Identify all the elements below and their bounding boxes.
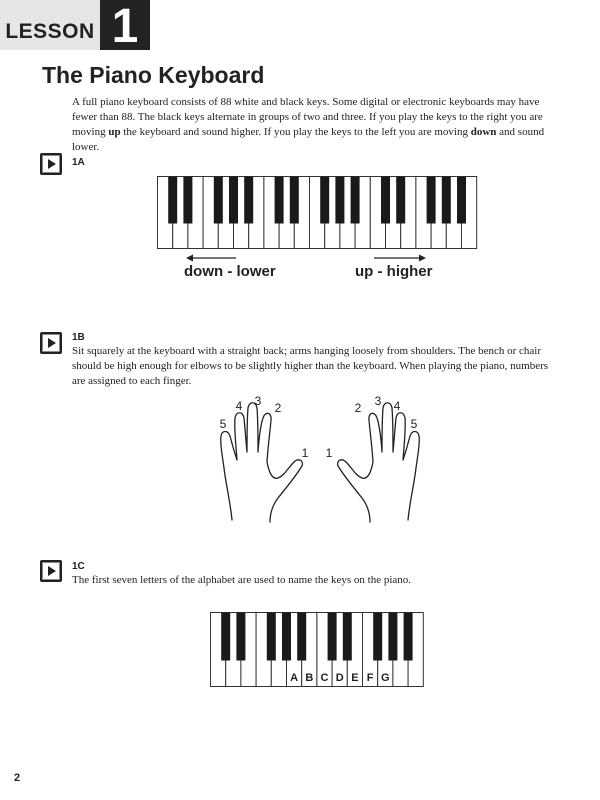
intro-text-3: and sound lower. (72, 126, 545, 153)
black-key (236, 613, 245, 661)
lesson-tab (0, 0, 150, 53)
black-key (373, 613, 382, 661)
black-key (320, 177, 329, 224)
arrow-right-icon (374, 253, 426, 263)
black-key (388, 613, 397, 661)
lesson-label: LESSON (0, 0, 100, 50)
section-1a-label: 1A (72, 157, 85, 168)
finger-number: 4 (235, 399, 243, 413)
black-key (442, 177, 451, 224)
black-key (427, 177, 436, 224)
black-key (290, 177, 299, 224)
black-key (343, 613, 352, 661)
play-icon (42, 155, 60, 173)
arrow-left-icon (186, 253, 238, 263)
key-letter: B (305, 672, 314, 684)
black-key (267, 613, 276, 661)
key-letter: F (366, 672, 374, 684)
section-1c-label: 1C (72, 561, 85, 572)
black-key (404, 613, 413, 661)
intro-up-word: up (108, 126, 121, 138)
section-1b-label: 1B (72, 332, 85, 343)
black-key (381, 177, 390, 224)
intro-text-2: the keyboard and sound higher. If you play the keys to the left you are moving (120, 126, 471, 138)
black-key (396, 177, 405, 224)
black-key (457, 177, 466, 224)
play-audio-1c-button[interactable] (40, 560, 62, 582)
black-key (275, 177, 284, 224)
section-1c-text: The first seven letters of the alphabet are used to name the keys on the piano. (72, 574, 412, 586)
black-key (214, 177, 223, 224)
black-key (229, 177, 238, 224)
key-letter: E (351, 672, 359, 684)
finger-number: 2 (274, 401, 282, 415)
intro-down-word: down (470, 126, 497, 138)
hands-illustration (200, 390, 440, 525)
key-letter: G (381, 672, 390, 684)
play-audio-1a-button[interactable] (40, 153, 62, 175)
keyboard-1a (157, 176, 479, 250)
intro-text-1: A full piano keyboard consists of 88 white and black keys. Some digital or electronic keyboards may have fewer than 88. The black keys alternate in groups of two and three. If you play the keys to the right you are moving (72, 96, 543, 138)
page-title: The Piano Keyboard (42, 62, 265, 88)
up-higher-label: up - higher (355, 263, 433, 280)
play-icon (42, 334, 60, 352)
black-key (335, 177, 344, 224)
page-number: 2 (14, 772, 21, 784)
keyboard-1c (210, 612, 426, 688)
black-key (183, 177, 192, 224)
lesson-number: 1 (100, 0, 150, 50)
finger-number: 2 (354, 401, 362, 415)
black-key (297, 613, 306, 661)
play-audio-1b-button[interactable] (40, 332, 62, 354)
finger-number: 5 (219, 417, 227, 431)
key-letter: D (335, 672, 344, 684)
black-key (351, 177, 360, 224)
black-key (244, 177, 253, 224)
key-letter: A (290, 672, 299, 684)
black-key (328, 613, 337, 661)
black-key (282, 613, 291, 661)
black-key (168, 177, 177, 224)
finger-number: 3 (374, 394, 382, 408)
key-letter: C (320, 672, 329, 684)
play-icon (42, 562, 60, 580)
finger-number: 3 (254, 394, 262, 408)
finger-number: 1 (325, 446, 333, 460)
finger-number: 1 (301, 446, 309, 460)
black-key (221, 613, 230, 661)
section-1b-text: Sit squarely at the keyboard with a straight back; arms hanging loosely from shoulders. The bench or chair should be high enough for elbows to be slightly higher than the keyboard. When playing the piano, numbers are assigned to each finger. (72, 345, 549, 387)
finger-number: 5 (410, 417, 418, 431)
intro-paragraph (72, 95, 562, 155)
finger-number: 4 (393, 399, 401, 413)
down-lower-label: down - lower (184, 263, 276, 280)
